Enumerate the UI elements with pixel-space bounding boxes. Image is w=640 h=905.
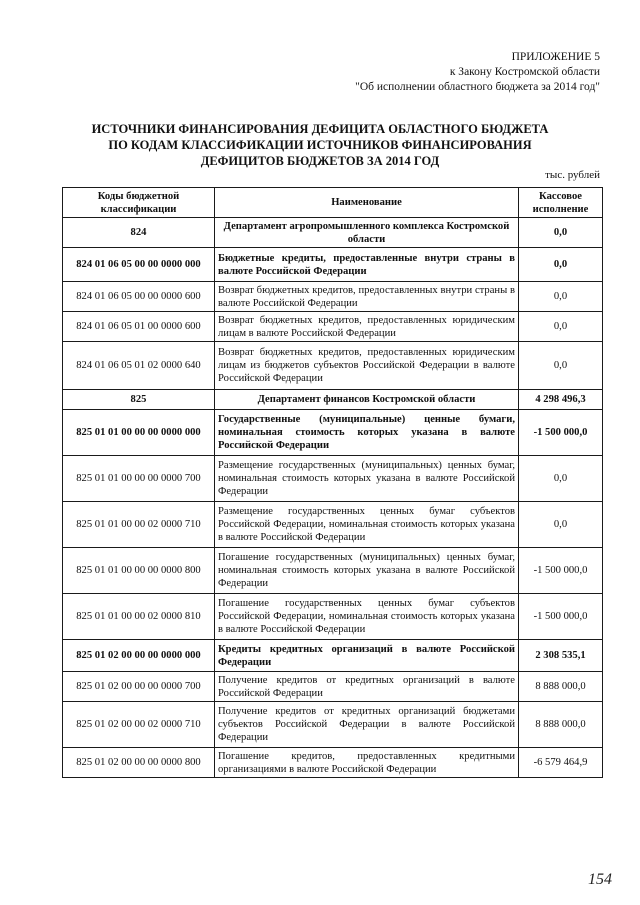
row-name: Государственные (муниципальные) ценные бумаги, номинальная стоимость которых указана в валюте Российской Федерации <box>215 410 519 456</box>
table-row <box>63 640 603 672</box>
table-row <box>63 702 603 748</box>
row-name: Получение кредитов от кредитных организаций бюджетами субъектов Российской Федерации в валюте Российской Федерации <box>215 702 519 748</box>
financing-sources-table <box>62 187 603 778</box>
row-amount: 0,0 <box>519 218 603 248</box>
row-name: Департамент финансов Костромской области <box>215 390 519 410</box>
table-row <box>63 502 603 548</box>
row-amount: 0,0 <box>519 248 603 282</box>
row-amount: 8 888 000,0 <box>519 672 603 702</box>
row-name: Погашение государственных ценных бумаг субъектов Российской Федерации, номинальная стоимость которых указана в валюте Российской Федерации <box>215 594 519 640</box>
row-code: 824 01 06 05 01 02 0000 640 <box>63 342 215 390</box>
row-code: 825 01 01 00 00 02 0000 710 <box>63 502 215 548</box>
row-amount: 0,0 <box>519 502 603 548</box>
row-code: 825 01 02 00 00 00 0000 800 <box>63 748 215 778</box>
row-name: Погашение кредитов, предоставленных кредитными организациями в валюте Российской Федерации <box>215 748 519 778</box>
title-line: ИСТОЧНИКИ ФИНАНСИРОВАНИЯ ДЕФИЦИТА ОБЛАСТНОГО БЮДЖЕТА <box>91 122 549 136</box>
appendix-line: "Об исполнении областного бюджета за 2014 год" <box>355 81 600 93</box>
row-amount: 2 308 535,1 <box>519 640 603 672</box>
row-code: 824 01 06 05 00 00 0000 600 <box>63 282 215 312</box>
row-code: 825 <box>63 390 215 410</box>
document-title <box>0 121 640 169</box>
row-code: 824 <box>63 218 215 248</box>
table-row <box>63 594 603 640</box>
row-amount: -1 500 000,0 <box>519 410 603 456</box>
table-row <box>63 748 603 778</box>
row-name: Возврат бюджетных кредитов, предоставленных юридическим лицам из бюджетов субъектов Российской Федерации в валюте Российской Федерации <box>215 342 519 390</box>
title-line: ПО КОДАМ КЛАССИФИКАЦИИ ИСТОЧНИКОВ ФИНАНСИРОВАНИЯ <box>108 138 532 152</box>
header-codes: Коды бюджетной классификации <box>63 188 215 218</box>
row-amount: 0,0 <box>519 282 603 312</box>
table-header-row <box>63 188 603 218</box>
table-row <box>63 456 603 502</box>
table-row <box>63 342 603 390</box>
row-code: 824 01 06 05 01 00 0000 600 <box>63 312 215 342</box>
row-name: Бюджетные кредиты, предоставленные внутри страны в валюте Российской Федерации <box>215 248 519 282</box>
row-code: 825 01 01 00 00 00 0000 000 <box>63 410 215 456</box>
row-name: Получение кредитов от кредитных организаций в валюте Российской Федерации <box>215 672 519 702</box>
appendix-header <box>355 50 600 95</box>
header-amount: Кассовое исполнение <box>519 188 603 218</box>
header-name: Наименование <box>215 188 519 218</box>
table-row <box>63 282 603 312</box>
row-amount: -6 579 464,9 <box>519 748 603 778</box>
row-name: Размещение государственных ценных бумаг субъектов Российской Федерации, номинальная стоимость которых указана в валюте Российской Федерации <box>215 502 519 548</box>
row-amount: -1 500 000,0 <box>519 594 603 640</box>
row-amount: 0,0 <box>519 312 603 342</box>
units-label: тыс. рублей <box>545 169 600 181</box>
row-name: Возврат бюджетных кредитов, предоставленных внутри страны в валюте Российской Федерации <box>215 282 519 312</box>
table-row <box>63 312 603 342</box>
row-name: Департамент агропромышленного комплекса Костромской области <box>215 218 519 248</box>
row-amount: 0,0 <box>519 342 603 390</box>
appendix-line: ПРИЛОЖЕНИЕ 5 <box>511 51 600 63</box>
row-code: 825 01 01 00 00 02 0000 810 <box>63 594 215 640</box>
page-number: 154 <box>588 871 612 888</box>
row-amount: -1 500 000,0 <box>519 548 603 594</box>
row-code: 824 01 06 05 00 00 0000 000 <box>63 248 215 282</box>
row-name: Размещение государственных (муниципальных) ценных бумаг, номинальная стоимость которых указана в валюте Российской Федерации <box>215 456 519 502</box>
table-row <box>63 410 603 456</box>
row-name: Погашение государственных (муниципальных) ценных бумаг, номинальная стоимость которых указана в валюте Российской Федерации <box>215 548 519 594</box>
row-code: 825 01 02 00 00 00 0000 000 <box>63 640 215 672</box>
row-amount: 8 888 000,0 <box>519 702 603 748</box>
row-amount: 4 298 496,3 <box>519 390 603 410</box>
row-name: Кредиты кредитных организаций в валюте Российской Федерации <box>215 640 519 672</box>
table-row <box>63 218 603 248</box>
appendix-line: к Закону Костромской области <box>449 66 600 78</box>
row-code: 825 01 01 00 00 00 0000 700 <box>63 456 215 502</box>
row-name: Возврат бюджетных кредитов, предоставленных юридическим лицам в валюте Российской Федерации <box>215 312 519 342</box>
table-row <box>63 672 603 702</box>
table-row <box>63 390 603 410</box>
table-row <box>63 248 603 282</box>
row-code: 825 01 02 00 00 00 0000 700 <box>63 672 215 702</box>
row-code: 825 01 02 00 00 02 0000 710 <box>63 702 215 748</box>
row-code: 825 01 01 00 00 00 0000 800 <box>63 548 215 594</box>
table-row <box>63 548 603 594</box>
title-line: ДЕФИЦИТОВ БЮДЖЕТОВ ЗА 2014 ГОД <box>200 154 440 168</box>
row-amount: 0,0 <box>519 456 603 502</box>
